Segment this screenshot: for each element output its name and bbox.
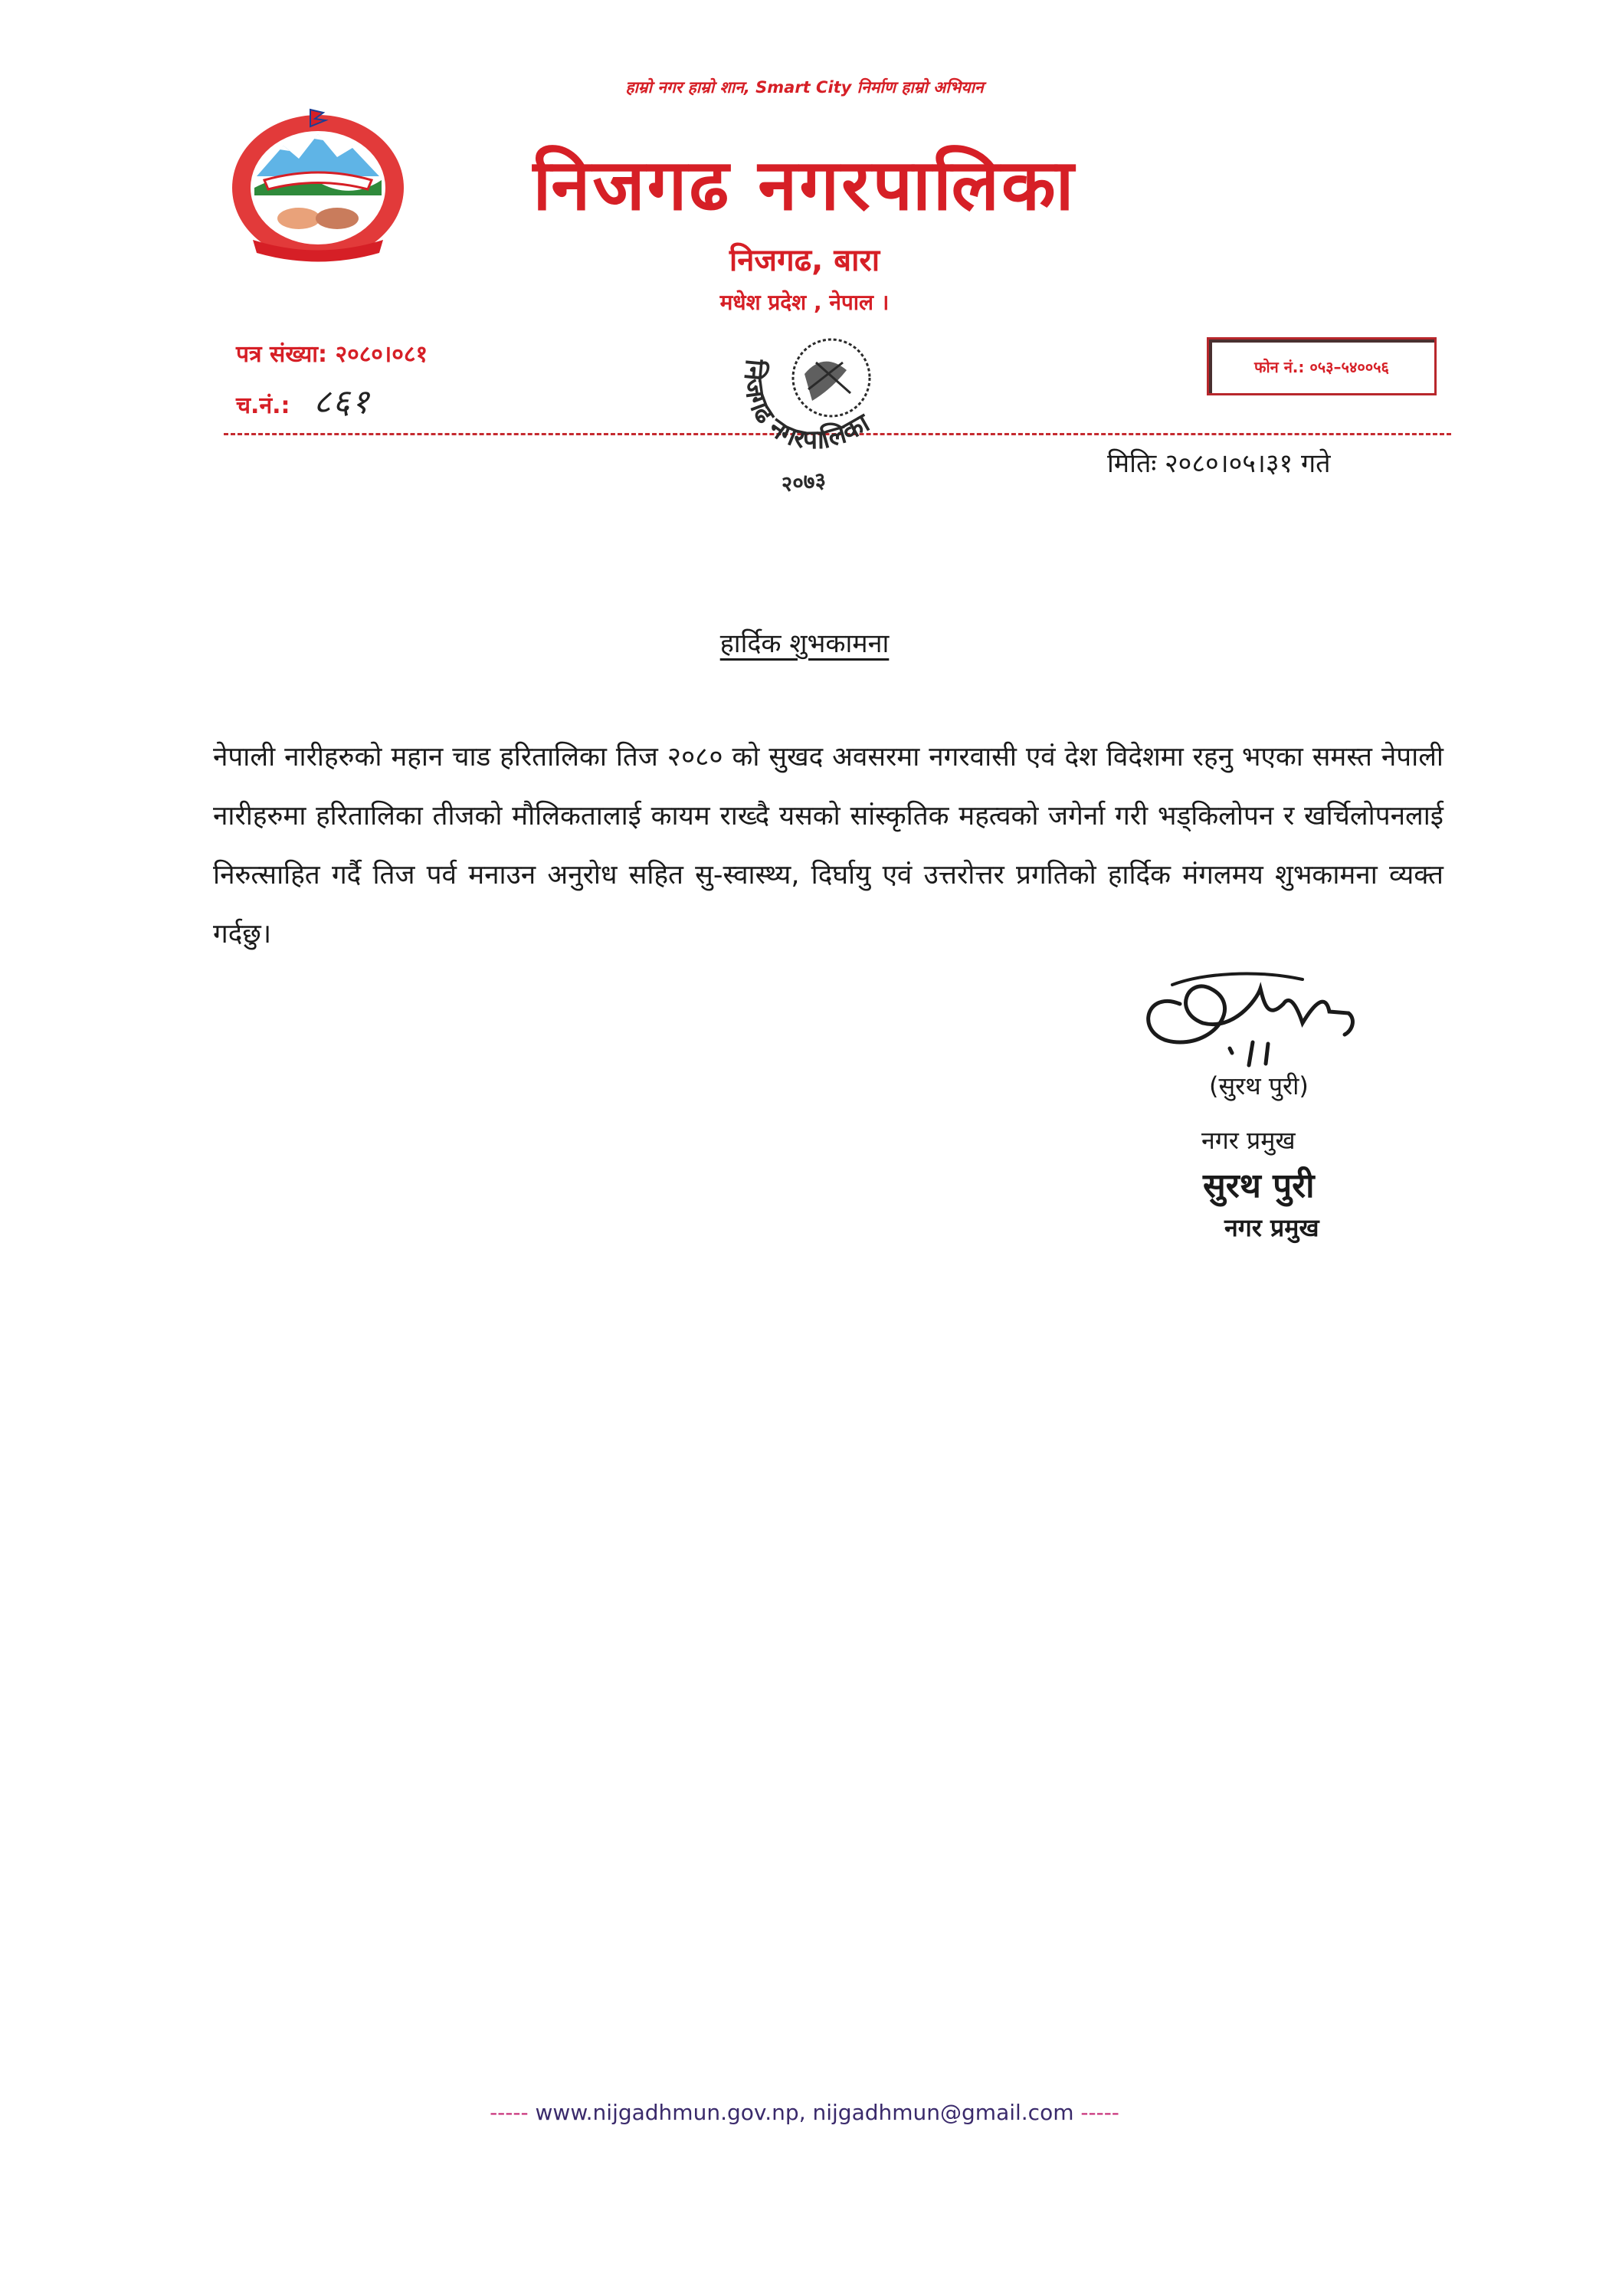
- signatory-name-handwritten: (सुरथ पुरी): [1209, 1071, 1309, 1100]
- footer-contact-text: www.nijgadhmun.gov.np, nijgadhmun@gmail.com: [535, 2100, 1074, 2125]
- address-line-2: मधेश प्रदेश , नेपाल ।: [719, 290, 890, 315]
- chalani-label: च.नं.:: [236, 392, 290, 419]
- patra-sankhya: [236, 337, 428, 369]
- footer-dashes-left: -----: [490, 2100, 529, 2125]
- slogan: हाम्रो नगर हाम्रो शान, Smart City निर्माण हाम्रो अभियान: [625, 78, 984, 97]
- address-line-1: निजगढ, बारा: [729, 243, 880, 278]
- seal-year: २०७३: [780, 467, 827, 497]
- chalani-number: [236, 377, 371, 423]
- signatory-title-stamp: नगर प्रमुख: [1224, 1213, 1319, 1242]
- signatory-title-handwritten: नगर प्रमुख: [1201, 1126, 1296, 1155]
- letter-subject: हार्दिक शुभकामना: [719, 628, 890, 659]
- footer-dashes-right: -----: [1080, 2100, 1119, 2125]
- seal-text: निजगढ नगरपालिका: [737, 358, 875, 456]
- signatory-name-stamp: सुरथ पुरी: [1203, 1166, 1315, 1205]
- phone-box: [1207, 337, 1437, 395]
- letter-date: मितिः २०८०।०५।३१ गते: [1107, 448, 1331, 479]
- footer-contact: [0, 2100, 1609, 2125]
- official-seal-stamp: [716, 328, 923, 504]
- handwritten-signature: [1126, 958, 1379, 1073]
- phone-text: फोन नं.: ०५३–५४००५६: [1254, 357, 1389, 376]
- patra-sankhya-label: पत्र संख्या:: [236, 341, 328, 368]
- chalani-value-handwritten: ८६१: [313, 382, 371, 421]
- patra-sankhya-value: २०८०।०८१: [335, 341, 428, 368]
- letter-body: नेपाली नारीहरुको महान चाड हरितालिका तिज २०८० को सुखद अवसरमा नगरवासी एवं देश विदेशमा रहनु भएका समस्त नेपाली नारीहरुमा हरितालिका तीजको मौलिकतालाई कायम राख्दै यसको सांस्कृतिक महत्वको जगेर्ना गरी भड्किलोपन र खर्चिलोपनलाई निरुत्साहित गर्दै तिज पर्व मनाउन अनुरोध सहित सु-स्वास्थ्य, दिर्घायु एवं उत्तरोत्तर प्रगतिको हार्दिक मंगलमय शुभकामना व्यक्त गर्दछु।: [213, 742, 1444, 950]
- office-name: निजगढ नगरपालिका: [533, 144, 1076, 226]
